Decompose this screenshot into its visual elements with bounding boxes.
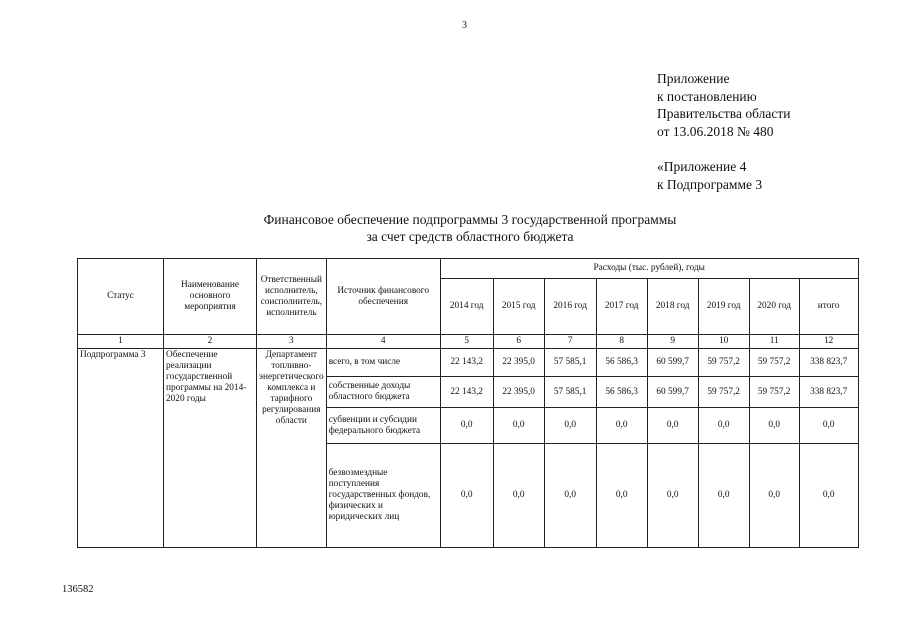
value-cell: 59 757,2 — [698, 377, 749, 408]
value-cell: 59 757,2 — [749, 349, 799, 377]
value-cell: 59 757,2 — [698, 349, 749, 377]
value-cell: 0,0 — [440, 408, 493, 444]
header-year: 2020 год — [749, 279, 799, 335]
status-cell: Подпрограмма 3 — [78, 349, 164, 548]
measure-cell: Обеспечение реализации государственной программы на 2014-2020 годы — [164, 349, 257, 548]
value-cell: 0,0 — [596, 408, 647, 444]
header-year: 2018 год — [647, 279, 698, 335]
value-cell: 57 585,1 — [544, 349, 596, 377]
document-title — [200, 211, 740, 245]
source-cell: всего, в том числе — [326, 349, 440, 377]
value-cell: 0,0 — [493, 444, 544, 548]
value-cell: 0,0 — [749, 408, 799, 444]
source-cell: собственные доходы областного бюджета — [326, 377, 440, 408]
value-cell: 0,0 — [647, 408, 698, 444]
value-cell: 0,0 — [493, 408, 544, 444]
column-number: 8 — [596, 335, 647, 349]
column-number: 12 — [799, 335, 858, 349]
column-number: 11 — [749, 335, 799, 349]
appendix-block — [657, 70, 790, 140]
value-cell: 59 757,2 — [749, 377, 799, 408]
value-cell: 22 143,2 — [440, 349, 493, 377]
column-number: 10 — [698, 335, 749, 349]
value-cell: 0,0 — [698, 444, 749, 548]
appendix-ref-line: к Подпрограмме 3 — [657, 176, 763, 192]
column-number: 6 — [493, 335, 544, 349]
column-number: 5 — [440, 335, 493, 349]
executor-cell: Департамент топливно-энергетического комплекса и тарифного регулирования области — [257, 349, 327, 548]
header-total: итого — [799, 279, 858, 335]
total-cell: 338 823,7 — [799, 349, 858, 377]
value-cell: 60 599,7 — [647, 377, 698, 408]
header-year: 2019 год — [698, 279, 749, 335]
appendix-line: от 13.06.2018 № 480 — [657, 123, 774, 139]
value-cell: 60 599,7 — [647, 349, 698, 377]
value-cell: 0,0 — [544, 408, 596, 444]
total-cell: 0,0 — [799, 444, 858, 548]
header-year: 2016 год — [544, 279, 596, 335]
value-cell: 56 586,3 — [596, 377, 647, 408]
value-cell: 0,0 — [596, 444, 647, 548]
header-year: 2015 год — [493, 279, 544, 335]
value-cell: 0,0 — [749, 444, 799, 548]
column-number: 7 — [544, 335, 596, 349]
header-measure: Наименование основного мероприятия — [164, 259, 257, 335]
header-year: 2014 год — [440, 279, 493, 335]
document-code: 136582 — [62, 584, 94, 595]
value-cell: 22 395,0 — [493, 349, 544, 377]
total-cell: 0,0 — [799, 408, 858, 444]
value-cell: 56 586,3 — [596, 349, 647, 377]
appendix-reference-block — [657, 158, 762, 193]
header-executor: Ответственный исполнитель, соисполнитель, исполнитель — [257, 259, 327, 335]
page-number: 3 — [462, 20, 467, 31]
title-line: Финансовое обеспечение подпрограммы 3 государственной программы — [263, 212, 677, 227]
source-cell: безвозмездные поступления государственных фондов, физических и юридических лиц — [326, 444, 440, 548]
header-year: 2017 год — [596, 279, 647, 335]
financing-table — [77, 258, 859, 548]
value-cell: 22 143,2 — [440, 377, 493, 408]
column-number: 9 — [647, 335, 698, 349]
header-status: Статус — [78, 259, 164, 335]
value-cell: 0,0 — [440, 444, 493, 548]
column-number: 2 — [164, 335, 257, 349]
appendix-line: к постановлению — [657, 88, 757, 104]
value-cell: 57 585,1 — [544, 377, 596, 408]
title-line: за счет средств областного бюджета — [366, 229, 574, 244]
header-source: Источник финансового обеспечения — [326, 259, 440, 335]
appendix-line: Правительства области — [657, 106, 791, 121]
value-cell: 0,0 — [544, 444, 596, 548]
appendix-ref-line: «Приложение 4 — [657, 159, 747, 174]
column-number: 1 — [78, 335, 164, 349]
value-cell: 0,0 — [698, 408, 749, 444]
value-cell: 22 395,0 — [493, 377, 544, 408]
appendix-line: Приложение — [657, 71, 730, 86]
column-number: 4 — [326, 335, 440, 349]
header-expenses: Расходы (тыс. рублей), годы — [440, 259, 858, 279]
source-cell: субвенции и субсидии федерального бюджета — [326, 408, 440, 444]
value-cell: 0,0 — [647, 444, 698, 548]
total-cell: 338 823,7 — [799, 377, 858, 408]
table-row — [78, 349, 859, 377]
column-number: 3 — [257, 335, 327, 349]
